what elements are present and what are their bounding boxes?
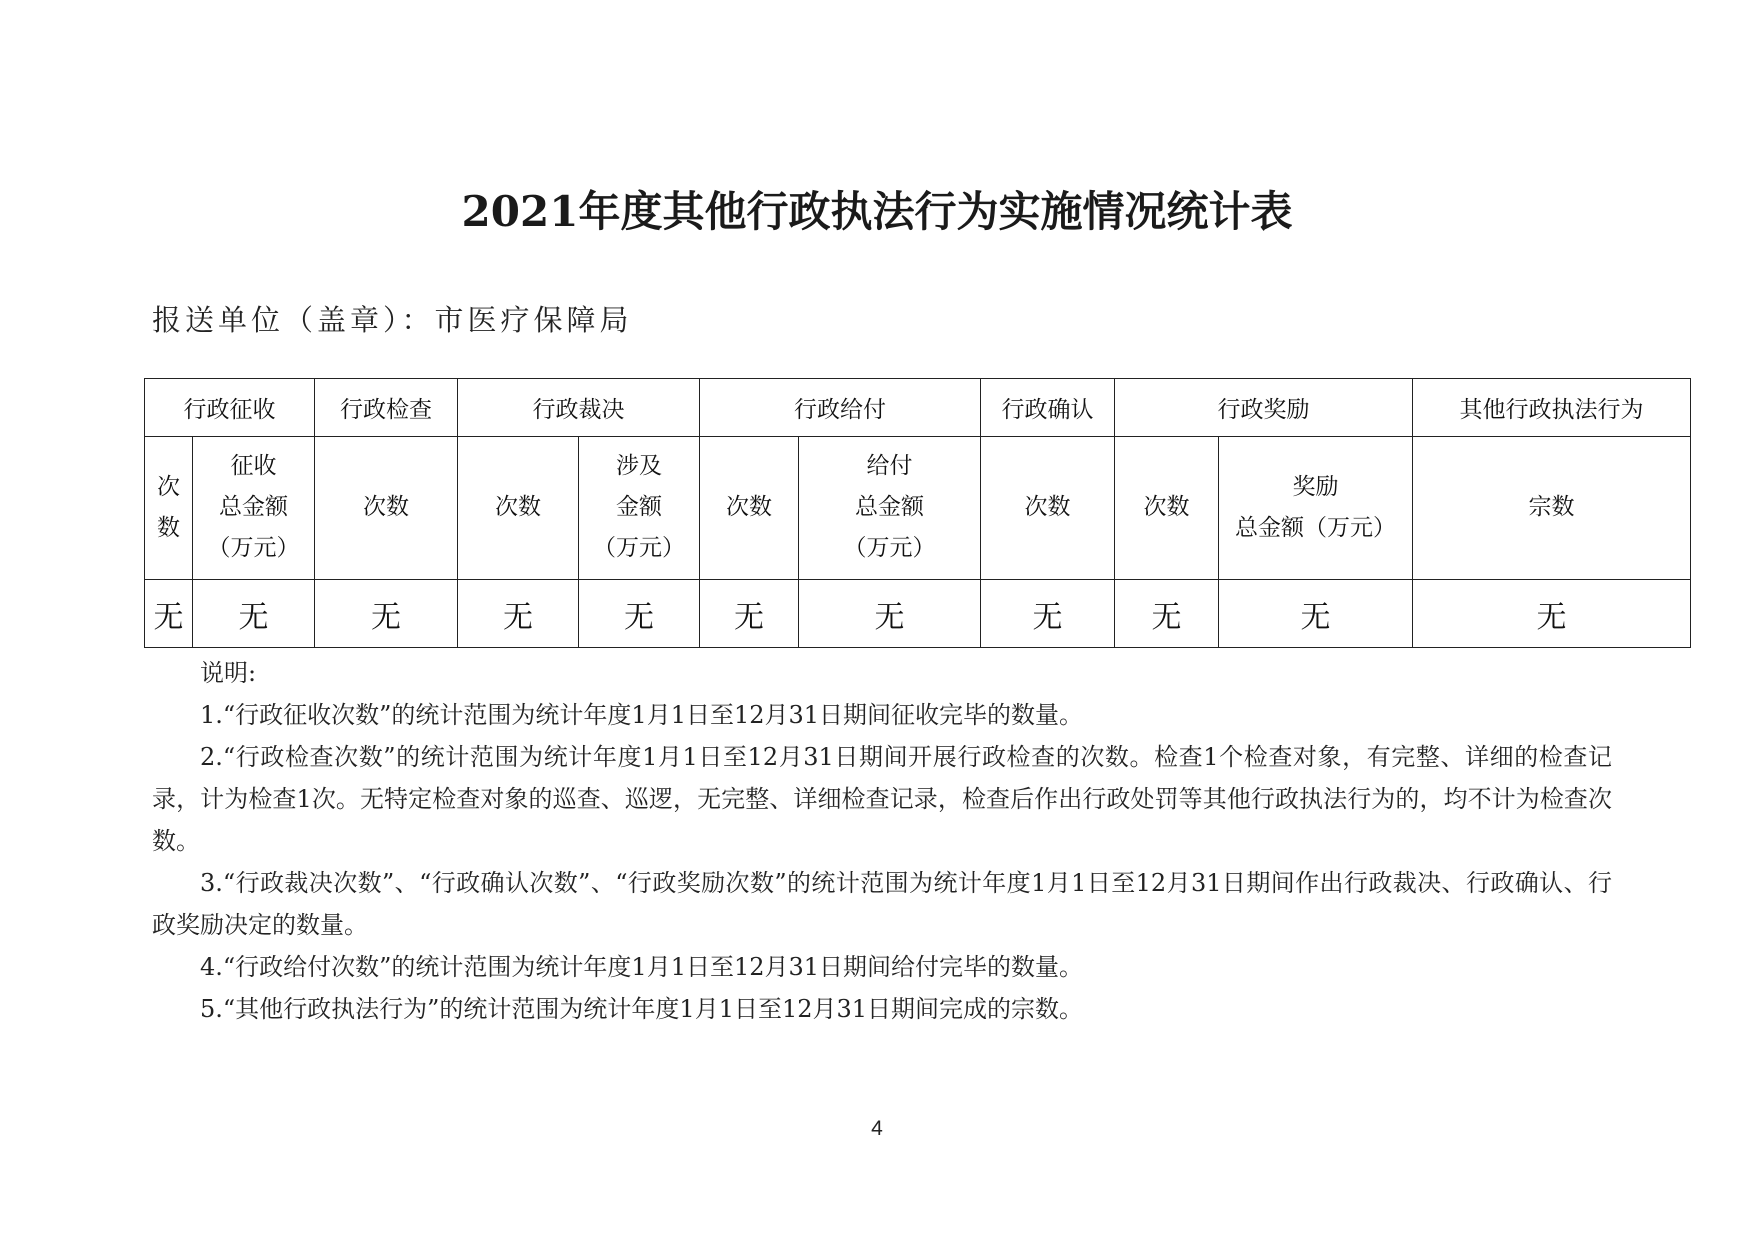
reporting-unit: 报送单位（盖章）：市医疗保障局 xyxy=(152,303,633,337)
note-item: 1.“行政征收次数”的统计范围为统计年度1月1日至12月31日期间征收完毕的数量。 xyxy=(200,701,1084,729)
subheader-levy-count xyxy=(145,436,193,580)
header-line: 奖励 xyxy=(1292,473,1339,500)
value-cell: 无 xyxy=(1413,580,1691,648)
value-cell: 无 xyxy=(315,580,458,648)
header-line: 涉及 xyxy=(616,453,662,480)
page-number: 4 xyxy=(871,1117,883,1140)
value-cell: 无 xyxy=(193,580,315,648)
value-row xyxy=(145,580,1691,648)
value-cell: 无 xyxy=(799,580,981,648)
header-line: 征收 xyxy=(230,453,277,480)
group-header: 行政奖励 xyxy=(1115,379,1413,437)
header-line: （万元） xyxy=(843,535,936,562)
header-line: （万元） xyxy=(207,535,300,562)
header-line: （万元） xyxy=(593,535,685,562)
header-line: 总金额 xyxy=(855,494,924,521)
group-header: 行政裁决 xyxy=(458,379,700,437)
value-cell: 无 xyxy=(1115,580,1219,648)
note-item: 2.“行政检查次数”的统计范围为统计年度1月1日至12月31日期间开展行政检查的次数。检查1个检查对象，有完整、详细的检查记录，计为检查1次。无特定检查对象的巡查、巡逻，无完整、详细检查记录，检查后作出行政处罚等其他行政执法行为的，均不计为检查次数。 xyxy=(152,743,1612,855)
header-line: 给付 xyxy=(866,453,913,480)
group-header: 行政征收 xyxy=(145,379,315,437)
notes-section xyxy=(152,652,1612,1030)
vertical-char: 数 xyxy=(157,514,180,541)
group-header: 行政确认 xyxy=(981,379,1115,437)
subheader-levy-amount xyxy=(193,436,315,580)
header-line: 金额 xyxy=(616,494,662,521)
value-cell: 无 xyxy=(458,580,579,648)
note-item: 4.“行政给付次数”的统计范围为统计年度1月1日至12月31日期间给付完毕的数量。 xyxy=(200,953,1084,981)
subheader-ruling-amount xyxy=(579,436,700,580)
subheader-reward-count: 次数 xyxy=(1115,436,1219,580)
subheader-inspect-count: 次数 xyxy=(315,436,458,580)
value-cell: 无 xyxy=(1219,580,1413,648)
document-title: 2021年度其他行政执法行为实施情况统计表 xyxy=(461,187,1293,236)
header-line: 总金额 xyxy=(219,494,288,521)
group-header-row xyxy=(145,379,1691,437)
group-header: 行政检查 xyxy=(315,379,458,437)
subheader-other-cases: 宗数 xyxy=(1413,436,1691,580)
value-cell: 无 xyxy=(981,580,1115,648)
subheader-pay-amount xyxy=(799,436,981,580)
subheader-row xyxy=(145,436,1691,580)
subheader-ruling-count: 次数 xyxy=(458,436,579,580)
group-header: 行政给付 xyxy=(700,379,981,437)
header-line: 总金额（万元） xyxy=(1235,514,1396,541)
group-header: 其他行政执法行为 xyxy=(1413,379,1691,437)
value-cell: 无 xyxy=(700,580,799,648)
statistics-table xyxy=(144,378,1691,648)
subheader-reward-amount xyxy=(1219,436,1413,580)
note-item: 5.“其他行政执法行为”的统计范围为统计年度1月1日至12月31日期间完成的宗数。 xyxy=(200,995,1084,1023)
notes-heading: 说明: xyxy=(200,659,257,687)
vertical-char: 次 xyxy=(157,473,180,500)
vertical-text xyxy=(145,467,192,549)
note-item: 3.“行政裁决次数”、“行政确认次数”、“行政奖励次数”的统计范围为统计年度1月1日至12月31日期间作出行政裁决、行政确认、行政奖励决定的数量。 xyxy=(152,869,1612,939)
subheader-confirm-count: 次数 xyxy=(981,436,1115,580)
value-cell: 无 xyxy=(579,580,700,648)
value-cell: 无 xyxy=(145,580,193,648)
subheader-pay-count: 次数 xyxy=(700,436,799,580)
